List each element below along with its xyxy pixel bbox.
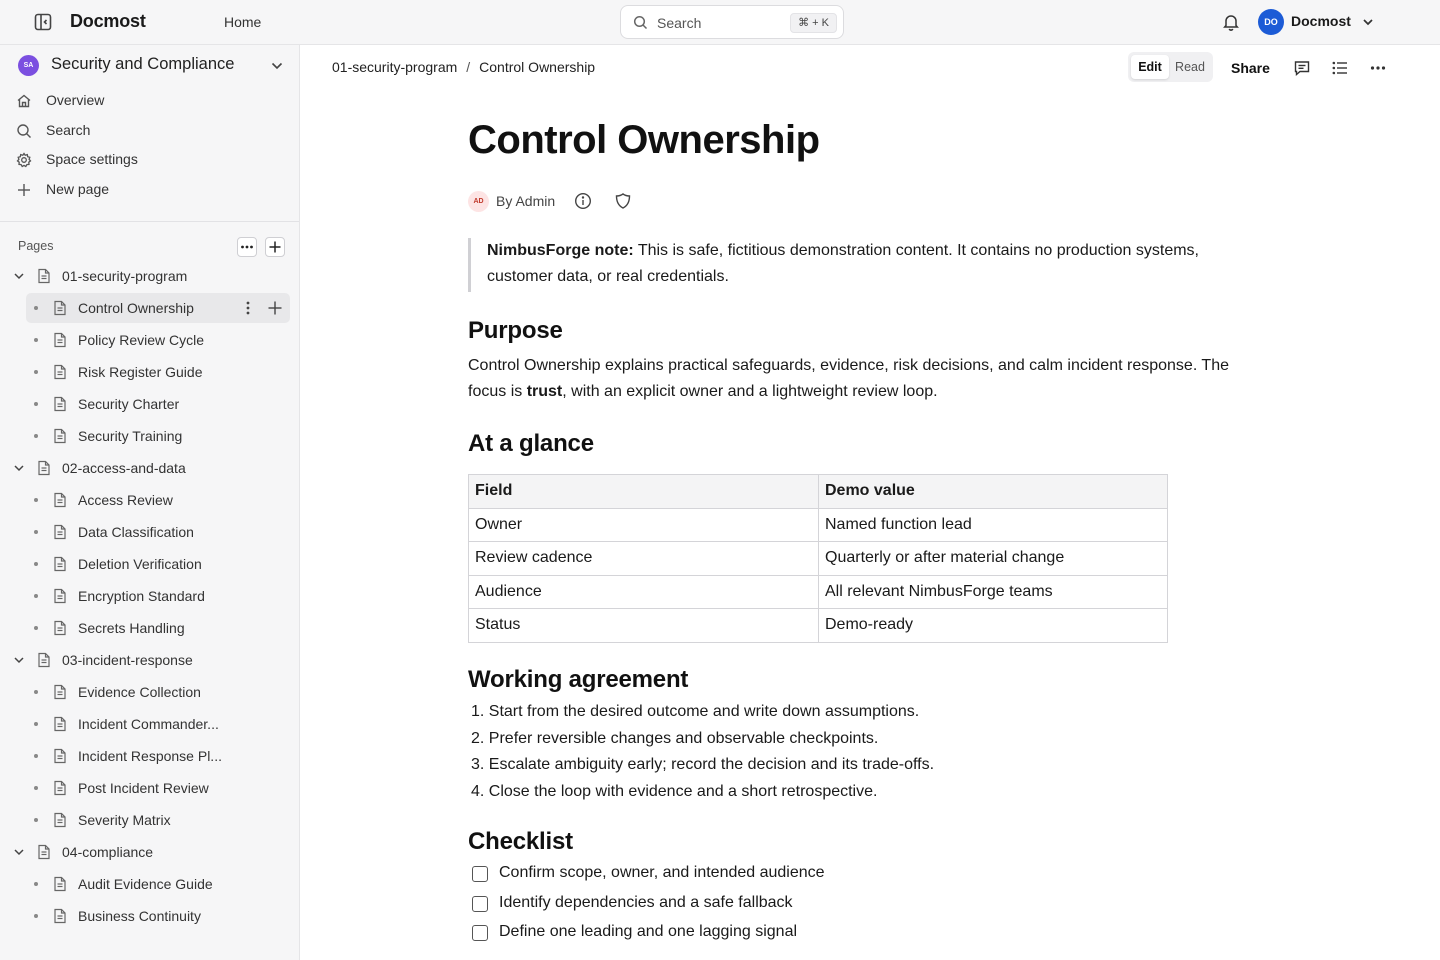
shield-icon[interactable] — [614, 192, 632, 210]
user-name: Docmost — [1291, 13, 1351, 29]
bullet-icon — [34, 370, 38, 374]
bullet-icon — [34, 786, 38, 790]
chevron-down-icon[interactable] — [13, 270, 25, 282]
checklist-heading: Checklist — [468, 828, 573, 855]
table-cell: Owner — [469, 508, 819, 542]
tree-label: Severity Matrix — [78, 812, 171, 828]
list-item: 2. Prefer reversible changes and observable checkpoints. — [471, 729, 879, 747]
document-icon — [53, 364, 67, 380]
tree-page[interactable] — [10, 901, 290, 931]
document-icon — [53, 588, 67, 604]
tree-label: Audit Evidence Guide — [78, 876, 213, 892]
table-cell: All relevant NimbusForge teams — [819, 575, 1168, 609]
bullet-icon — [34, 754, 38, 758]
document-icon — [53, 396, 67, 412]
page-more-icon[interactable] — [240, 300, 256, 316]
purpose-bold: trust — [526, 383, 563, 400]
sidebar-item-label: Space settings — [46, 151, 138, 167]
tree-label: Encryption Standard — [78, 588, 205, 604]
space-name: Security and Compliance — [51, 55, 235, 73]
sidebar-item-label: Search — [46, 122, 91, 138]
table-header-row — [469, 475, 1168, 509]
page-title[interactable]: Control Ownership — [468, 118, 820, 162]
search-icon — [633, 15, 648, 30]
tree-folder[interactable] — [10, 261, 290, 291]
callout-title: NimbusForge note: — [487, 242, 634, 259]
author-avatar: AD — [468, 191, 489, 212]
bell-icon[interactable] — [1221, 12, 1241, 32]
breadcrumb-item-parent[interactable]: 01-security-program — [332, 59, 458, 75]
agreement-list — [468, 699, 934, 805]
checkbox[interactable] — [472, 896, 488, 912]
chevron-down-icon — [1361, 15, 1375, 29]
table-cell: Quarterly or after material change — [819, 542, 1168, 576]
glance-table — [468, 474, 1168, 643]
user-avatar: DO — [1258, 9, 1284, 35]
glance-heading: At a glance — [468, 430, 594, 457]
checklist-label: Confirm scope, owner, and intended audience — [499, 864, 825, 881]
gear-icon — [16, 152, 32, 168]
share-button[interactable]: Share — [1231, 60, 1270, 76]
bullet-icon — [34, 402, 38, 406]
tree-label: 01-security-program — [62, 268, 188, 284]
document-icon — [53, 620, 67, 636]
bullet-icon — [34, 498, 38, 502]
space-switcher[interactable] — [18, 54, 288, 78]
top-bar — [0, 0, 1440, 45]
bullet-icon — [34, 626, 38, 630]
tree-page[interactable] — [10, 581, 290, 611]
tree-page[interactable] — [26, 293, 290, 323]
sidebar — [0, 45, 300, 960]
tree-label: Access Review — [78, 492, 173, 508]
chevron-down-icon[interactable] — [13, 654, 25, 666]
table-row — [469, 542, 1168, 576]
sidebar-item-label: New page — [46, 181, 110, 197]
sidebar-item-overview[interactable] — [16, 89, 286, 113]
comment-icon[interactable] — [1293, 59, 1311, 77]
document-icon — [53, 556, 67, 572]
tree-label: Evidence Collection — [78, 684, 201, 700]
pages-header — [18, 237, 288, 257]
tree-page[interactable] — [10, 357, 290, 387]
document-icon — [53, 492, 67, 508]
tree-page[interactable] — [10, 485, 290, 515]
tree-label: Incident Commander... — [78, 716, 219, 732]
list-item: 1. Start from the desired outcome and write down assumptions. — [471, 703, 920, 720]
document-icon — [53, 300, 67, 316]
tree-label: Secrets Handling — [78, 620, 185, 636]
table-cell: Audience — [469, 575, 819, 609]
document-icon — [53, 332, 67, 348]
mode-toggle — [1128, 52, 1213, 82]
document-icon — [37, 652, 51, 668]
author-label: By Admin — [496, 193, 556, 209]
more-icon[interactable] — [1369, 59, 1387, 77]
bullet-icon — [34, 882, 38, 886]
tree-page[interactable] — [10, 389, 290, 419]
table-cell: Demo-ready — [819, 609, 1168, 643]
checkbox[interactable] — [472, 866, 488, 882]
tree-label: Business Continuity — [78, 908, 201, 924]
edit-mode-button[interactable]: Edit — [1131, 55, 1169, 79]
tree-page[interactable] — [10, 773, 290, 803]
search-shortcut: ⌘ + K — [790, 13, 837, 33]
sidebar-item-new-page[interactable] — [16, 178, 286, 202]
list-item: 3. Escalate ambiguity early; record the decision and its trade-offs. — [471, 756, 935, 773]
search-label: Search — [657, 15, 702, 31]
bullet-icon — [34, 434, 38, 438]
bullet-icon — [34, 818, 38, 822]
bullet-icon — [34, 306, 38, 310]
pages-more-button[interactable] — [237, 237, 257, 257]
table-of-contents-icon[interactable] — [1331, 59, 1349, 77]
table-cell: Named function lead — [819, 508, 1168, 542]
home-link[interactable]: Home — [224, 14, 262, 30]
chevron-down-icon[interactable] — [13, 846, 25, 858]
document-icon — [37, 460, 51, 476]
table-cell: Review cadence — [469, 542, 819, 576]
tree-label: Security Charter — [78, 396, 180, 412]
sidebar-item-space-settings[interactable] — [16, 148, 286, 172]
breadcrumb — [332, 59, 595, 75]
tree-label: Deletion Verification — [78, 556, 202, 572]
tree-page[interactable] — [10, 805, 290, 835]
plus-icon — [16, 182, 32, 198]
tree-label: Risk Register Guide — [78, 364, 203, 380]
tree-page[interactable] — [10, 613, 290, 643]
home-icon — [16, 93, 32, 109]
chevron-down-icon — [270, 59, 284, 73]
note-callout — [468, 238, 1248, 292]
document-icon — [37, 268, 51, 284]
bullet-icon — [34, 594, 38, 598]
bullet-icon — [34, 722, 38, 726]
bullet-icon — [34, 530, 38, 534]
bullet-icon — [34, 338, 38, 342]
search-box[interactable] — [620, 5, 844, 39]
tree-page[interactable] — [10, 549, 290, 579]
tree-label: Policy Review Cycle — [78, 332, 205, 348]
chevron-down-icon[interactable] — [13, 462, 25, 474]
purpose-text-end: , with an explicit owner and a lightweight review loop. — [562, 383, 938, 400]
breadcrumb-separator: / — [466, 59, 471, 75]
tree-label: 04-compliance — [62, 844, 154, 860]
tree-page[interactable] — [10, 517, 290, 547]
tree-label: 03-incident-response — [62, 652, 193, 668]
space-avatar: SA — [18, 55, 39, 76]
tree-page[interactable] — [10, 709, 290, 739]
list-item: 4. Close the loop with evidence and a short retrospective. — [471, 782, 878, 800]
table-header-cell: Field — [469, 475, 819, 509]
tree-folder[interactable] — [10, 645, 290, 675]
tree-label: Post Incident Review — [78, 780, 209, 796]
sidebar-item-label: Overview — [46, 92, 105, 108]
sidebar-toggle-icon[interactable] — [32, 11, 54, 33]
purpose-paragraph — [468, 353, 1268, 405]
pages-label: Pages — [18, 239, 54, 253]
checklist-label: Identify dependencies and a safe fallback — [499, 894, 793, 911]
tree-label: Data Classification — [78, 524, 194, 540]
callout-text: This is safe, fictitious demonstration content. It contains no production systems, customer data, or real credentials. — [487, 242, 1199, 285]
bullet-icon — [34, 562, 38, 566]
read-mode-button[interactable]: Read — [1175, 60, 1205, 74]
tree-page[interactable] — [10, 677, 290, 707]
tree-page[interactable] — [10, 325, 290, 355]
document-icon — [53, 684, 67, 700]
document-icon — [53, 524, 67, 540]
tree-folder[interactable] — [10, 453, 290, 483]
document-icon — [53, 780, 67, 796]
tree-label: 02-access-and-data — [62, 460, 186, 476]
tree-label: Control Ownership — [78, 300, 194, 316]
document-icon — [53, 876, 67, 892]
tree-page[interactable] — [10, 741, 290, 771]
search-icon — [16, 123, 32, 139]
purpose-text: Control Ownership explains practical safeguards, evidence, risk decisions, and calm incident response. The focus is — [468, 357, 1229, 400]
tree-page[interactable] — [10, 421, 290, 451]
bullet-icon — [34, 914, 38, 918]
bullet-icon — [34, 690, 38, 694]
tree-page[interactable] — [10, 869, 290, 899]
document-icon — [53, 716, 67, 732]
sidebar-divider — [0, 221, 300, 222]
info-icon[interactable] — [574, 192, 592, 210]
checkbox[interactable] — [472, 925, 488, 941]
purpose-heading: Purpose — [468, 317, 563, 344]
app-brand[interactable]: Docmost — [70, 11, 146, 31]
checklist-label: Define one leading and one lagging signal — [499, 923, 798, 940]
table-cell: Status — [469, 609, 819, 643]
add-subpage-icon[interactable] — [267, 300, 283, 316]
table-row — [469, 609, 1168, 643]
tree-label: Security Training — [78, 428, 183, 444]
document-icon — [53, 748, 67, 764]
table-row — [469, 508, 1168, 542]
agreement-heading: Working agreement — [468, 666, 689, 693]
breadcrumb-item-current[interactable]: Control Ownership — [479, 59, 596, 75]
document-icon — [37, 844, 51, 860]
document-icon — [53, 428, 67, 444]
tree-folder[interactable] — [10, 837, 290, 867]
table-header-cell: Demo value — [819, 475, 1168, 509]
tree-label: Incident Response Pl... — [78, 748, 222, 764]
sidebar-item-search[interactable] — [16, 119, 286, 143]
document-icon — [53, 812, 67, 828]
table-row — [469, 575, 1168, 609]
add-page-button[interactable] — [265, 237, 285, 257]
document-icon — [53, 908, 67, 924]
